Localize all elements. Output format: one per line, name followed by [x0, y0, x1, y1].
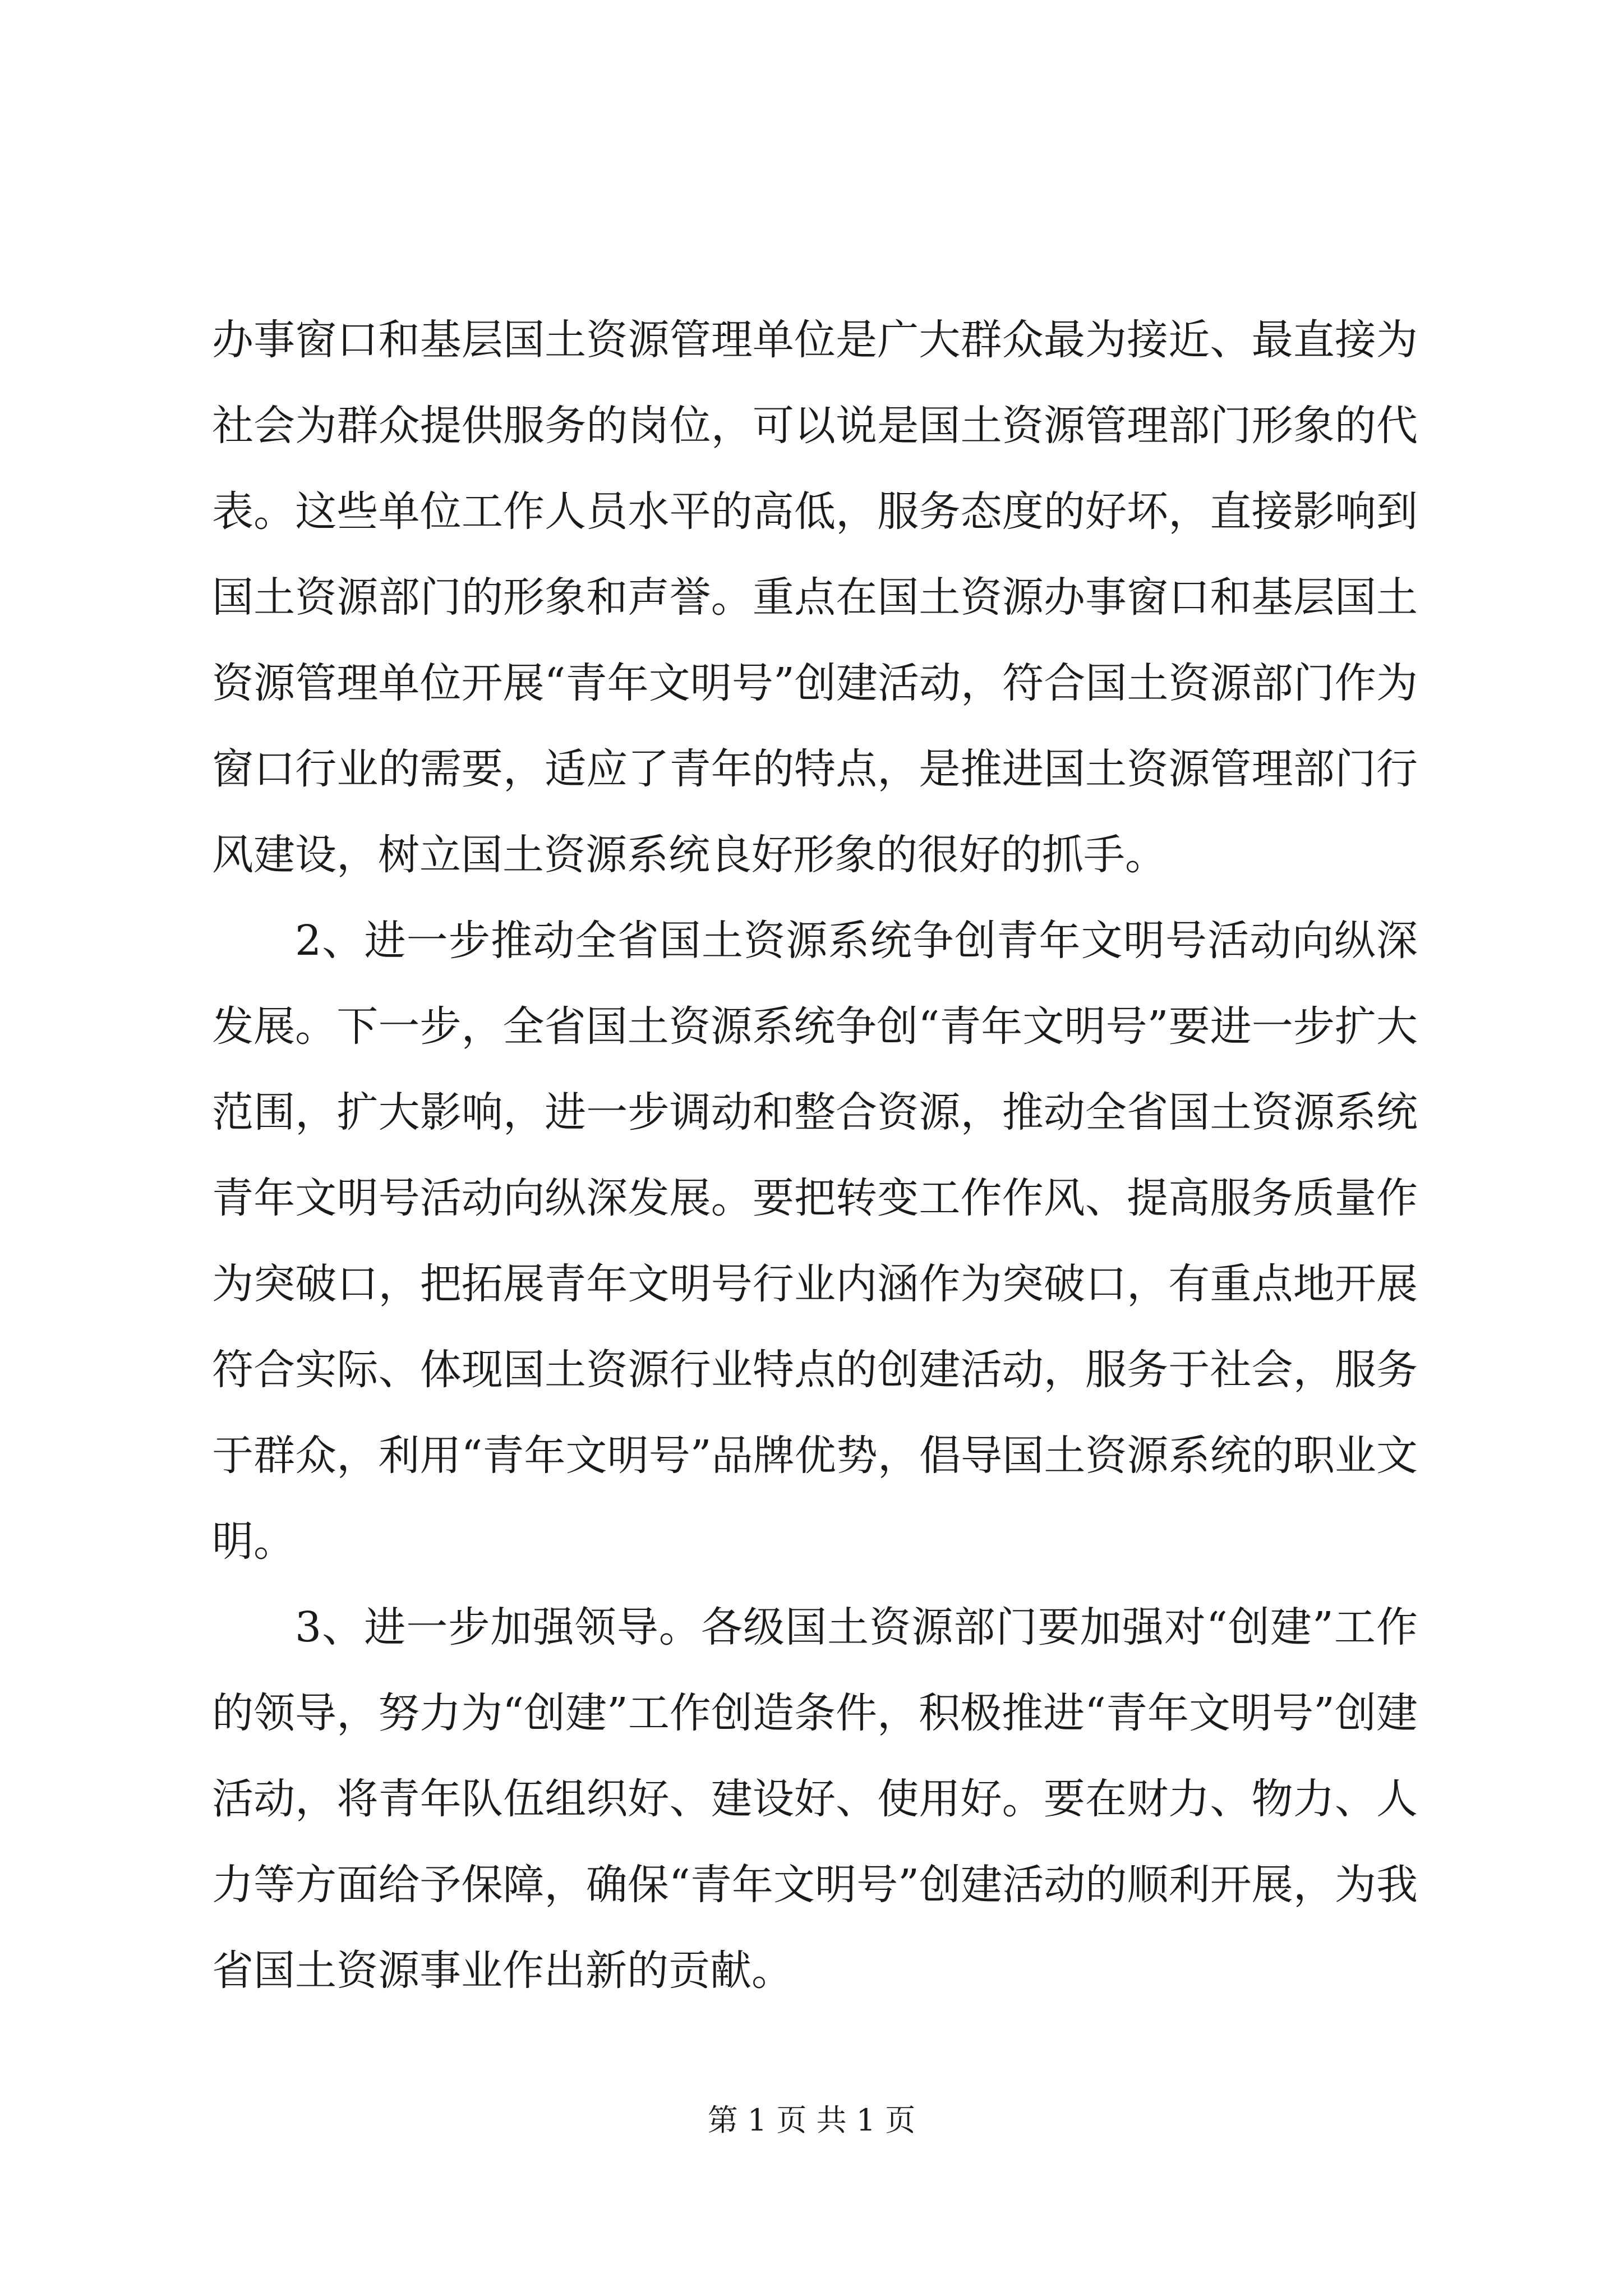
document-body [212, 297, 1418, 2014]
paragraph-item-3: 3、进一步加强领导。各级国土资源部门要加强对“创建”工作的领导，努力为“创建”工作创造条件，积极推进“青年文明号”创建活动，将青年队伍组织好、建设好、使用好。要在财力、物力、人力等方面给予保障，确保“青年文明号”创建活动的顺利开展，为我省国土资源事业作出新的贡献。 [212, 1603, 1418, 1995]
page-footer: 第 1 页 共 1 页 [707, 2102, 916, 2138]
paragraph-continuation: 办事窗口和基层国土资源管理单位是广大群众最为接近、最直接为社会为群众提供服务的岗位，可以说是国土资源管理部门形象的代表。这些单位工作人员水平的高低，服务态度的好坏，直接影响到国土资源部门的形象和声誉。重点在国土资源办事窗口和基层国土资源管理单位开展“青年文明号”创建活动，符合国土资源部门作为窗口行业的需要，适应了青年的特点，是推进国土资源管理部门行风建设，树立国土资源系统良好形象的很好的抓手。 [212, 316, 1418, 879]
paragraph-item-2: 2、进一步推动全省国土资源系统争创青年文明号活动向纵深发展。下一步，全省国土资源系统争创“青年文明号”要进一步扩大范围，扩大影响，进一步调动和整合资源，推动全省国土资源系统青年文明号活动向纵深发展。要把转变工作作风、提高服务质量作为突破口，把拓展青年文明号行业内涵作为突破口，有重点地开展符合实际、体现国土资源行业特点的创建活动，服务于社会，服务于群众，利用“青年文明号”品牌优势，倡导国土资源系统的职业文明。 [212, 917, 1418, 1566]
